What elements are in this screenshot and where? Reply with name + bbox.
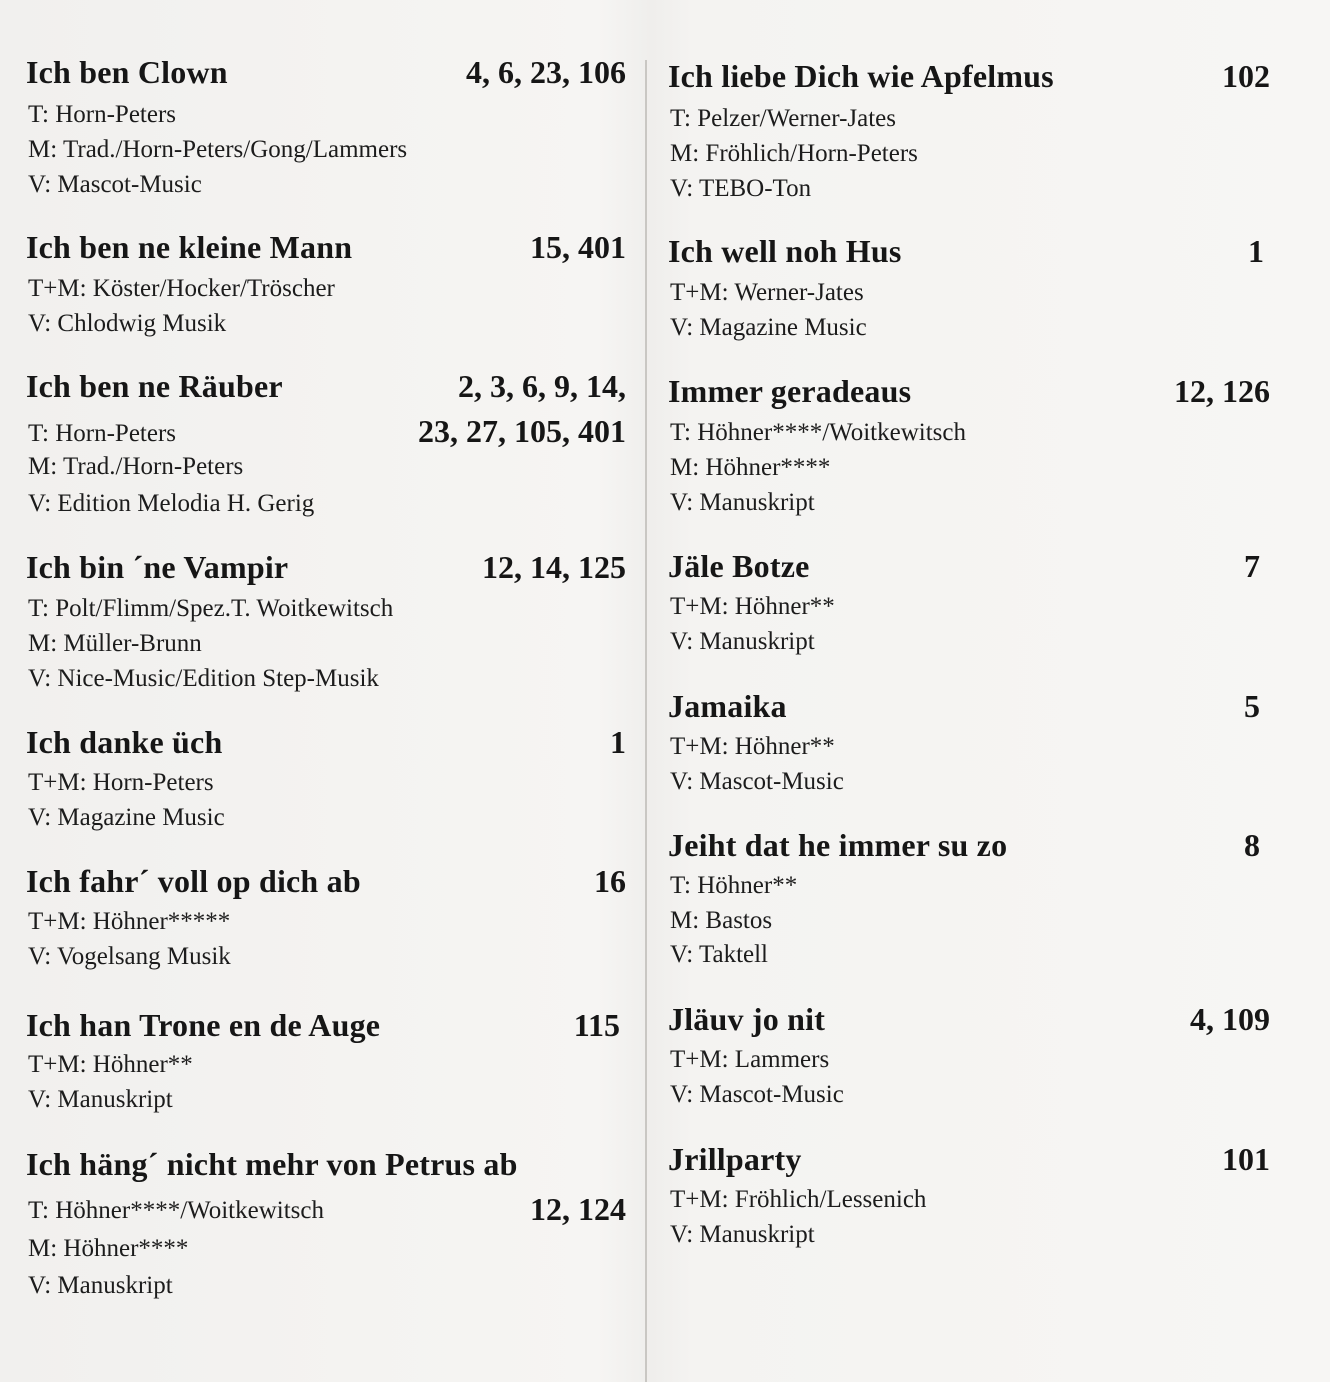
song-credit-text-music: T+M: Horn-Peters [28, 769, 214, 796]
song-title: Ich bin ´ne Vampir [26, 549, 289, 585]
song-numbers-line: 16 [594, 863, 626, 899]
song-numbers-line: 12, 14, 125 [482, 549, 626, 585]
song-numbers [1174, 373, 1270, 409]
song-credit-publisher: V: Magazine Music [670, 314, 867, 341]
song-title: Ich han Trone en de Auge [26, 1007, 381, 1043]
song-credit-publisher: V: Manuskript [28, 1086, 173, 1113]
song-credit-text-music: T+M: Fröhlich/Lessenich [670, 1186, 927, 1213]
song-numbers-line: 15, 401 [530, 229, 626, 265]
song-credit-publisher: V: Manuskript [28, 1272, 173, 1299]
song-credit-publisher: V: Edition Melodia H. Gerig [28, 490, 315, 517]
song-credit-text: T: Höhner** [670, 872, 798, 899]
song-numbers-line: 4, 6, 23, 106 [466, 54, 626, 90]
song-credit-text: T: Höhner****/Woitkewitsch [28, 1197, 324, 1224]
song-credit-text-music: T+M: Höhner***** [28, 908, 231, 935]
song-title: Jläuv jo nit [668, 1001, 826, 1037]
song-title: Jäle Botze [668, 548, 810, 584]
song-credit-text: T: Horn-Peters [28, 420, 177, 447]
song-numbers-line: 4, 109 [1190, 1001, 1270, 1037]
song-numbers [594, 863, 626, 899]
song-numbers-line: 102 [1222, 58, 1270, 94]
song-numbers-line: 8 [1244, 827, 1260, 863]
song-numbers-line: 7 [1244, 548, 1260, 584]
song-credit-text: T: Höhner****/Woitkewitsch [670, 419, 966, 446]
song-numbers-line: 101 [1222, 1141, 1270, 1177]
song-numbers-line: 23, 27, 105, 401 [418, 413, 626, 449]
song-numbers-line: 2, 3, 6, 9, 14, [458, 368, 626, 404]
song-numbers-line: 12, 124 [530, 1191, 626, 1227]
column-divider [645, 60, 647, 1382]
song-credit-text-music: T+M: Köster/Hocker/Tröscher [28, 275, 335, 302]
song-title: Ich well noh Hus [668, 233, 902, 269]
song-numbers [1248, 233, 1264, 269]
song-credit-text-music: T+M: Höhner** [670, 593, 835, 620]
song-credit-music: M: Trad./Horn-Peters [28, 453, 244, 480]
song-numbers-line: 115 [573, 1007, 620, 1043]
song-title: Ich häng´ nicht mehr von Petrus ab [26, 1146, 518, 1182]
song-numbers [418, 368, 626, 449]
song-title: Ich ben ne Räuber [26, 368, 283, 404]
song-credit-publisher: V: Manuskript [670, 489, 815, 516]
song-credit-publisher: V: Mascot-Music [670, 1081, 844, 1108]
song-credit-publisher: V: Manuskript [670, 628, 815, 655]
song-credit-music: M: Bastos [670, 907, 773, 934]
song-credit-publisher: V: Taktell [670, 941, 768, 968]
song-title: Jamaika [668, 688, 787, 724]
song-credit-music: M: Höhner**** [670, 454, 831, 481]
song-numbers-line: 5 [1244, 688, 1260, 724]
song-credit-text: T: Polt/Flimm/Spez.T. Woitkewitsch [28, 595, 394, 622]
song-credit-publisher: V: Mascot-Music [28, 171, 202, 198]
song-numbers [1190, 1001, 1270, 1037]
song-credit-publisher: V: Manuskript [670, 1221, 815, 1248]
song-credit-text-music: T+M: Werner-Jates [670, 279, 864, 306]
song-credit-text: T: Pelzer/Werner-Jates [670, 105, 896, 132]
song-numbers-line: 12, 126 [1174, 373, 1270, 409]
song-credit-text-music: T+M: Lammers [670, 1046, 830, 1073]
song-title: Jeiht dat he immer su zo [668, 827, 1008, 863]
song-credit-text: T: Horn-Peters [28, 101, 177, 128]
song-numbers-line: 1 [610, 724, 626, 760]
song-numbers [482, 549, 626, 585]
song-title: Ich ben Clown [26, 54, 228, 90]
song-numbers [530, 1191, 626, 1227]
song-credit-music: M: Höhner**** [28, 1235, 189, 1262]
song-credit-text-music: T+M: Höhner** [670, 733, 835, 760]
song-credit-music: M: Trad./Horn-Peters/Gong/Lammers [28, 136, 408, 163]
song-numbers [1244, 688, 1260, 724]
song-credit-publisher: V: Magazine Music [28, 804, 225, 831]
song-credit-music: M: Müller-Brunn [28, 630, 202, 657]
song-credit-publisher: V: Nice-Music/Edition Step-Musik [28, 665, 379, 692]
song-numbers [1244, 548, 1260, 584]
song-numbers [1244, 827, 1260, 863]
song-numbers [1222, 1141, 1270, 1177]
song-title: Ich danke üch [26, 724, 223, 760]
song-title: Jrillparty [668, 1141, 802, 1177]
song-credit-music: M: Fröhlich/Horn-Peters [670, 140, 918, 167]
song-numbers [466, 54, 626, 90]
song-title: Ich ben ne kleine Mann [26, 229, 353, 265]
song-credit-text-music: T+M: Höhner** [28, 1051, 193, 1078]
song-numbers-line: 1 [1248, 233, 1264, 269]
song-numbers [530, 229, 626, 265]
song-title: Ich fahr´ voll op dich ab [26, 863, 361, 899]
song-title: Immer geradeaus [668, 373, 912, 409]
song-credit-publisher: V: Mascot-Music [670, 768, 844, 795]
song-credit-publisher: V: Chlodwig Musik [28, 310, 227, 337]
song-credit-publisher: V: TEBO-Ton [670, 175, 812, 202]
song-numbers [610, 724, 626, 760]
song-credit-publisher: V: Vogelsang Musik [28, 943, 231, 970]
song-numbers [574, 1007, 620, 1043]
song-title: Ich liebe Dich wie Apfelmus [668, 58, 1054, 94]
song-numbers [1222, 58, 1270, 94]
